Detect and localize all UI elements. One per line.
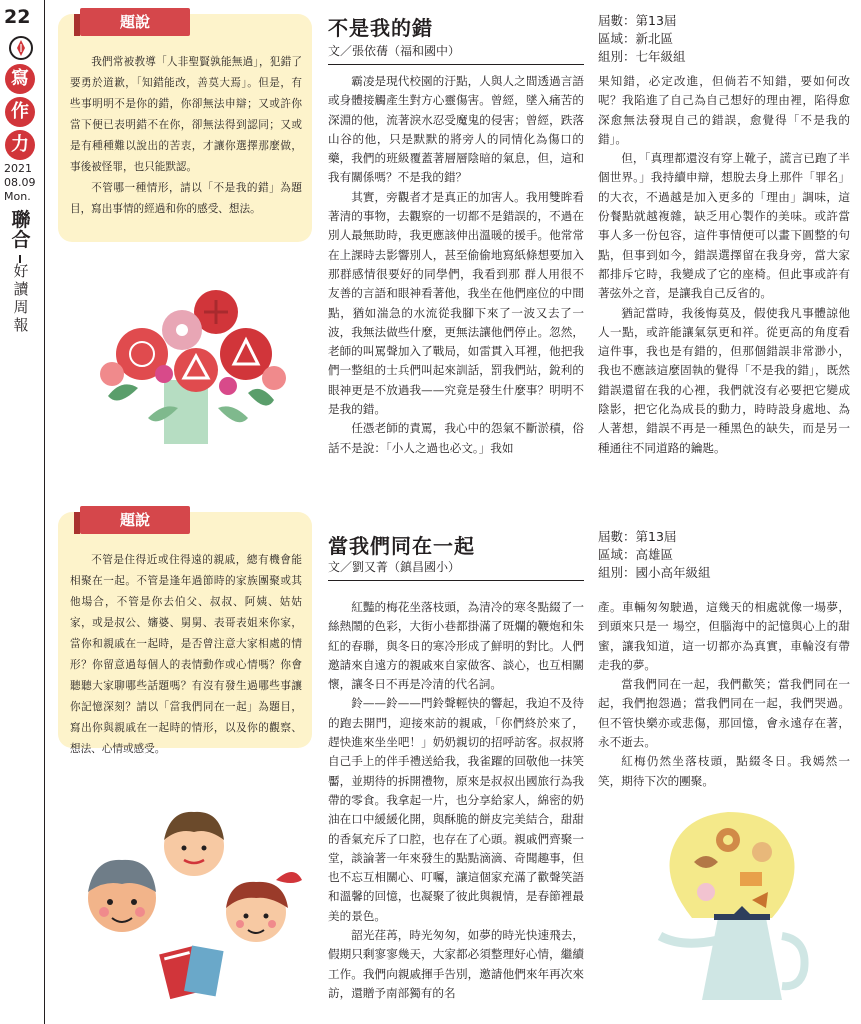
prompt-paragraph: 不管是住得近或住得遠的親戚，總有機會能相聚在一起。不管是逢年過節時的家族團聚或其他場合，不管是你去伯父、叔叔、阿姨、姑姑家，或是叔公、嬸婆、舅舅、表哥表姐來你家，當你和親戚在一起時，是否曾注意大家相處的情形？你留意過每個人的表情動作或心情嗎？你會聽聽大家聊哪些話題嗎？有沒有發生過哪些事讓你記憶深刻？請以「當我們同在一起」為題目，寫出你與親戚在一起時的情形，以及你的觀察、想法、心情或感受。: [70, 554, 302, 755]
body-paragraph: 韶光荏苒，時光匆匆，如夢的時光快速飛去，假期只剩寥寥幾天，大家都必須整理好心情，繼續工作。我們向親戚揮手告別，邀請他們來年再次來訪，還贈予南部獨有的名: [328, 928, 584, 1000]
body-paragraph: 紅豔的梅花坐落枝頭，為清冷的寒冬點綴了一絲熱鬧的色彩，大街小巷都掛滿了斑爛的鞭炮和朱紅的春聯，與冬日的寒冷形成了鮮明的對比。人們邀請來自遠方的親戚來自家做客、談心，也互相關懷，讓冬日不再是冷清的代名詞。: [328, 600, 584, 692]
issue-char: 讀: [13, 280, 29, 298]
logo-char: 聯: [11, 209, 31, 231]
prompt-text: [70, 550, 302, 760]
article-meta: [598, 528, 711, 582]
article-column-1: [328, 72, 584, 472]
body-paragraph: 產。車輛匆匆駛過，這幾天的相處就像一場夢，到頭來只是一 場空，但腦海中的記憶與心上的甜蜜，讓我知道，這一切都亦為真實，車輪沒有帶走我的夢。: [598, 600, 850, 672]
article-byline: 文／劉又菁（鎮昌國小）: [328, 560, 461, 574]
issue-date: [4, 162, 42, 204]
body-paragraph: 當我們同在一起，我們歡笑；當我們同在一起，我們抱怨過；當我們同在一起，我們哭過。但不管快樂亦或悲傷，那回憶，會永遠存在著，永不逝去。: [598, 677, 850, 750]
body-paragraph: 紅梅仍然坐落枝頭，點綴冬日。我嫣然一笑，期待下次的團聚。: [598, 754, 850, 788]
issue-char: 好: [13, 262, 29, 280]
byline-divider: [328, 580, 584, 581]
body-paragraph: 果知錯，必定改進，但倘若不知錯，要如何改呢？我陷進了自己為自己想好的理由裡，陷得愈深愈無法發現自己的錯誤，愈覺得「不是我的錯」。: [598, 74, 850, 146]
body-paragraph: 猶記當時，我後悔莫及，假使我凡事體諒他人一點，或許能讓氣氛更和祥。從更高的角度看這件事，我也是有錯的，但那個錯誤非常渺小，我也不應該這麼固執的覺得「不是我的錯」，既然錯誤還留在我的心裡，我們就沒有必要把它變成陰影，把它化為成長的動力，時時設身處地、為人著想，錯誤不再是一種黑色的缺失，而是另一種通往不同道路的鑰匙。: [598, 305, 850, 455]
page-number: 22: [4, 6, 31, 28]
body-paragraph: 鈴——鈴——門鈴聲輕快的響起，我迫不及待的跑去開門，迎接來訪的親戚，「你們終於來了，趕快進來坐坐吧！」奶奶親切的招呼訪客。叔叔將自己手上的伴手禮送給我，我雀躍的回敬他一抹笑靨，並期待的拆開禮物，原來是叔叔出國旅行為我帶的零食。我拿起一片，也分享給家人，綿密的奶油在口中緩緩化開，與酥脆的餅皮完美結合，甜甜的香氣充斥了口腔，也存在了心頭。親戚們齊聚一堂，談論著一年來發生的點點滴滴、奇聞趣事，但也不忘互相關心、叮囑，讓這個家充滿了歡聲笑語和溫馨的回憶，也凝聚了彼此與親情，是春節裡最美的景色。: [328, 696, 584, 923]
article-title: 不是我的錯: [328, 16, 433, 40]
body-paragraph: 霸凌是現代校園的汙點，人與人之間透過言語或身體接觸產生對方心靈傷害。曾經，墜入痛苦的深淵的他，流著淚水忍受魔鬼的侵害；曾經，跌落山谷的他，只是默默的將旁人的同情化為傷口的藥，我們的班級覆蓋著層層陰暗的氣息，但，這和我有關係嗎？不是我的錯？: [328, 74, 584, 185]
date-weekday: Mon.: [4, 190, 31, 203]
prompt-label: 題說: [80, 506, 190, 534]
prompt-paragraph: 不管哪一種情形，請以「不是我的錯」為題目，寫出事情的經過和你的感受、想法。: [70, 182, 302, 215]
body-paragraph: 其實，旁觀者才是真正的加害人。我用雙眸看著清的事物，去觀察的一切都不是錯誤的，不過在別人最無助時，我更應該伸出溫暖的援手。他常常在上課時去影響別人，甚至偷偷地寫紙條想要加入那群感情很要好的同學們，我看到那 群人用很不友善的言語和眼神看著他，我坐在他們座位的中間點，猶如湍急的水流從我腳下來了一波又去了一波，我無法做些什麼，更無法讓他們停止。忽然，老師的叫罵聲加入了戰局，如雷貫入耳裡，他把我們一整組的士兵們叫起來訓話，罰我們站，銳利的眼神更是不放過我——究竟是發生什麼事？明明不是我的錯。: [328, 189, 584, 417]
sidebar: [0, 0, 45, 1024]
meta-region: 區域：新北區: [598, 31, 674, 46]
section-char: 作: [5, 97, 35, 127]
body-paragraph: 但，「真理都還沒有穿上靴子，謊言已跑了半個世界。」我持續申辯，想脫去身上那件「罪名」的大衣，不過越是加入更多的「理由」調味，這份餐點就越複雜，缺乏用心製作的美味。或許當事人多一份包容，這件事情便可以畫下圓整的句點，但事到如今，錯誤選擇留在我身旁，當大家都排斥它時，我變成了它的座椅。但此事或許有著弦外之音，是讓我自己反省的。: [598, 151, 850, 301]
prompt-label: 題說: [80, 8, 190, 36]
pen-nib-icon: [9, 34, 33, 62]
body-paragraph: 任憑老師的責罵，我心中的怨氣不斷淤積，俗話不是說：「小人之過也必文。」我如: [328, 421, 584, 455]
prompt-box-article-1: [58, 14, 312, 242]
article-title: 當我們同在一起: [328, 534, 475, 558]
meta-group: 組別：國小高年級組: [598, 565, 711, 580]
prompt-paragraph: 我們常被教導「人非聖賢孰能無過」，犯錯了要勇於道歉，「知錯能改，善莫大焉」。但是，有些事明明不是你的錯，你卻無法申辯；又或許你當下便已表明錯不在你，卻無法得到認同；又或是有種種難以說出的苦衷，才讓你選擇那麼做，事後被怪罪，也只能默認。: [70, 56, 302, 173]
section-char: 寫: [5, 64, 35, 94]
meta-session: 屆數：第13屆: [598, 529, 677, 544]
logo-char: 合: [11, 229, 31, 251]
meta-region: 區域：高雄區: [598, 547, 674, 562]
issue-name: [8, 262, 34, 334]
family-faces-illustration: [80, 800, 310, 1010]
article-column-2: [598, 598, 850, 798]
meta-session: 屆數：第13屆: [598, 13, 677, 28]
newspaper-logo: [4, 210, 38, 250]
section-name: [5, 64, 39, 163]
prompt-box-article-2: [58, 511, 312, 755]
byline-divider: [328, 64, 584, 65]
section-char: 力: [5, 130, 35, 160]
flower-bouquet-illustration: [78, 278, 298, 448]
date-day: 08.09: [4, 176, 36, 189]
article-column-2: [598, 72, 850, 472]
coffee-pot-illustration: [632, 800, 832, 1010]
issue-char: 報: [13, 316, 29, 334]
article-column-1: [328, 598, 584, 1022]
date-year: 2021: [4, 162, 32, 175]
article-byline: 文／張依蒨（福和國中）: [328, 44, 461, 58]
issue-char: 周: [13, 298, 29, 316]
meta-group: 組別：七年級組: [598, 49, 686, 64]
prompt-text: [70, 52, 302, 220]
article-meta: [598, 12, 686, 66]
